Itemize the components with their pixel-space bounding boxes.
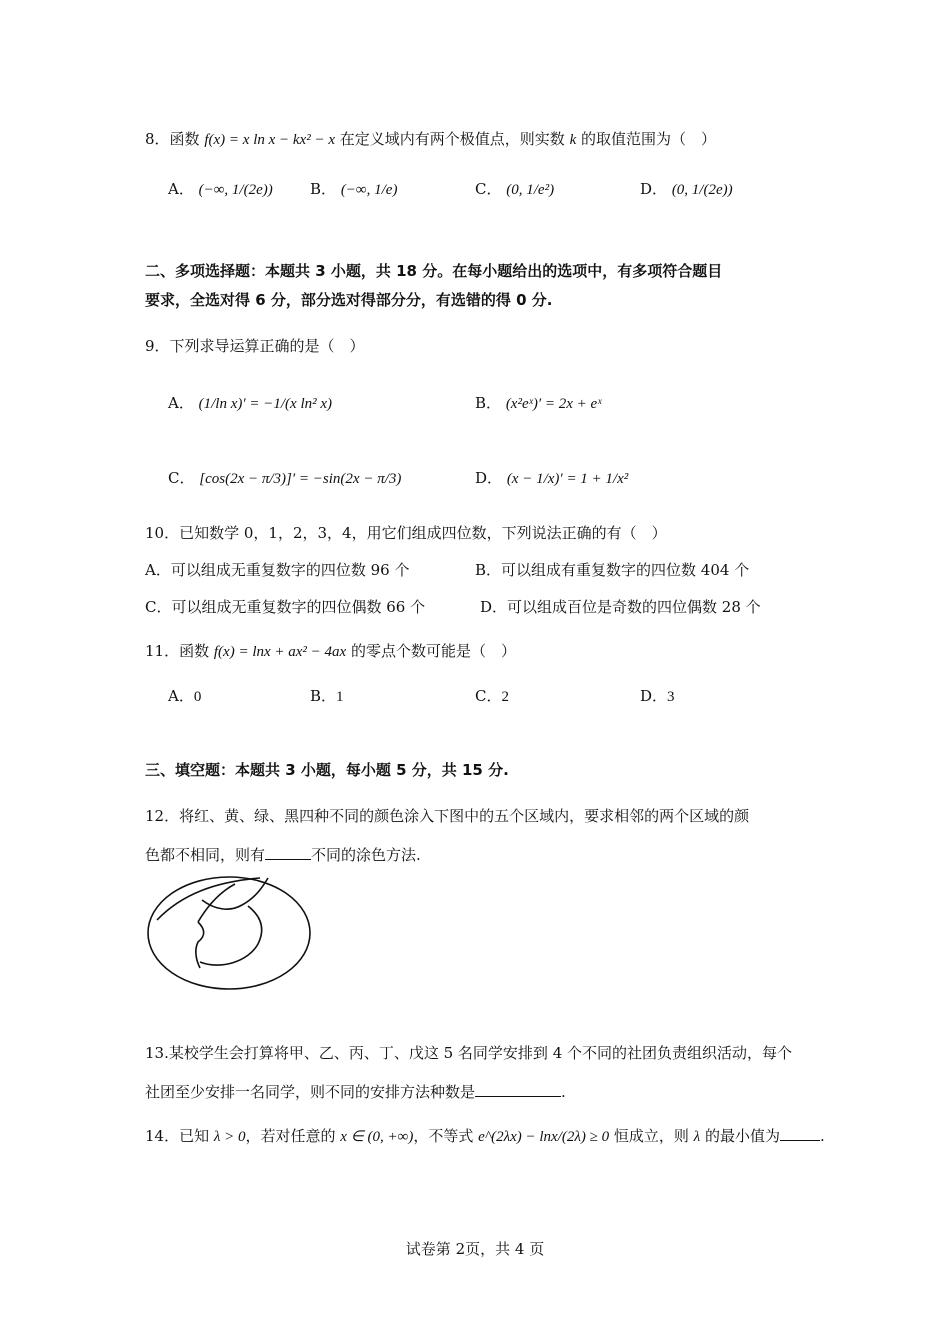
q9-option-c[interactable]: C． [cos(2x − π/3)]′ = −sin(2x − π/3) <box>168 469 402 487</box>
q9-stem: 9．下列求导运算正确的是（ ） <box>145 337 365 355</box>
q10-option-a[interactable]: A．可以组成无重复数字的四位数 96 个 <box>145 561 410 579</box>
q8-option-d[interactable]: D． (0, 1/(2e)) <box>640 180 733 198</box>
q12-stem-line2: 色都不相同，则有 不同的涂色方法. <box>145 843 421 866</box>
q11-option-a[interactable]: A．0 <box>168 687 202 705</box>
q8-option-a[interactable]: A． (−∞, 1/(2e)) <box>168 180 273 198</box>
q13-stem-line1: 13.某校学生会打算将甲、乙、丙、丁、戊这 5 名同学安排到 4 个不同的社团负责组织活动，每个 <box>145 1044 793 1062</box>
q12-stem-line1: 12．将红、黄、绿、黑四种不同的颜色涂入下图中的五个区域内，要求相邻的两个区域的颜 <box>145 807 750 825</box>
q9-option-b[interactable]: B． (x²eˣ)′ = 2x + eˣ <box>475 394 602 412</box>
q8-option-c[interactable]: C． (0, 1/e²) <box>475 180 555 198</box>
q14-inequality: e^(2λx) − lnx/(2λ) ≥ 0 <box>478 1129 610 1145</box>
five-region-diagram <box>140 870 320 995</box>
q9-option-a[interactable]: A． (1/ln x)′ = −1/(x ln² x) <box>168 394 333 412</box>
q13-answer-blank[interactable] <box>475 1080 561 1097</box>
q10-option-b[interactable]: B．可以组成有重复数字的四位数 404 个 <box>475 561 750 579</box>
page-footer: 试卷第 2页，共 4 页 <box>405 1240 545 1258</box>
q11-option-b[interactable]: B．1 <box>310 687 344 705</box>
q10-option-d[interactable]: D．可以组成百位是奇数的四位偶数 28 个 <box>480 598 761 616</box>
q11-option-d[interactable]: D．3 <box>640 687 675 705</box>
q8-option-b[interactable]: B． (−∞, 1/e) <box>310 180 398 198</box>
section3-heading: 三、填空题：本题共 3 小题，每小题 5 分，共 15 分. <box>145 761 509 779</box>
q13-stem-line2: 社团至少安排一名同学，则不同的安排方法种数是 . <box>145 1080 566 1103</box>
section2-heading-line2: 要求，全选对得 6 分，部分选对得部分分，有选错的得 0 分. <box>145 291 553 309</box>
q11-option-c[interactable]: C．2 <box>475 687 509 705</box>
q14-answer-blank[interactable] <box>780 1124 820 1141</box>
q14-stem: 14．已知 λ > 0，若对任意的 x ∈ (0, +∞)，不等式 e^(2λx) − lnx/(2λ) ≥ 0 恒成立，则 λ 的最小值为 . <box>145 1124 825 1148</box>
q8-stem: 8．函数 f(x) = x ln x − kx² − x 在定义域内有两个极值点，则实数 k 的取值范围为（ ） <box>145 130 717 148</box>
section2-heading-line1: 二、多项选择题：本题共 3 小题，共 18 分。在每小题给出的选项中，有多项符合题目 <box>145 262 723 280</box>
q10-stem: 10．已知数学 0，1，2，3，4，用它们组成四位数，下列说法正确的有（ ） <box>145 524 667 542</box>
q10-option-c[interactable]: C．可以组成无重复数字的四位偶数 66 个 <box>145 598 426 616</box>
q12-answer-blank[interactable] <box>265 843 311 860</box>
q9-option-d[interactable]: D． (x − 1/x)′ = 1 + 1/x² <box>475 469 629 487</box>
q8-formula: f(x) = x ln x − kx² − x <box>204 132 335 148</box>
q11-stem: 11．函数 f(x) = lnx + ax² − 4ax 的零点个数可能是（ ） <box>145 642 517 660</box>
q11-formula: f(x) = lnx + ax² − 4ax <box>213 644 347 660</box>
